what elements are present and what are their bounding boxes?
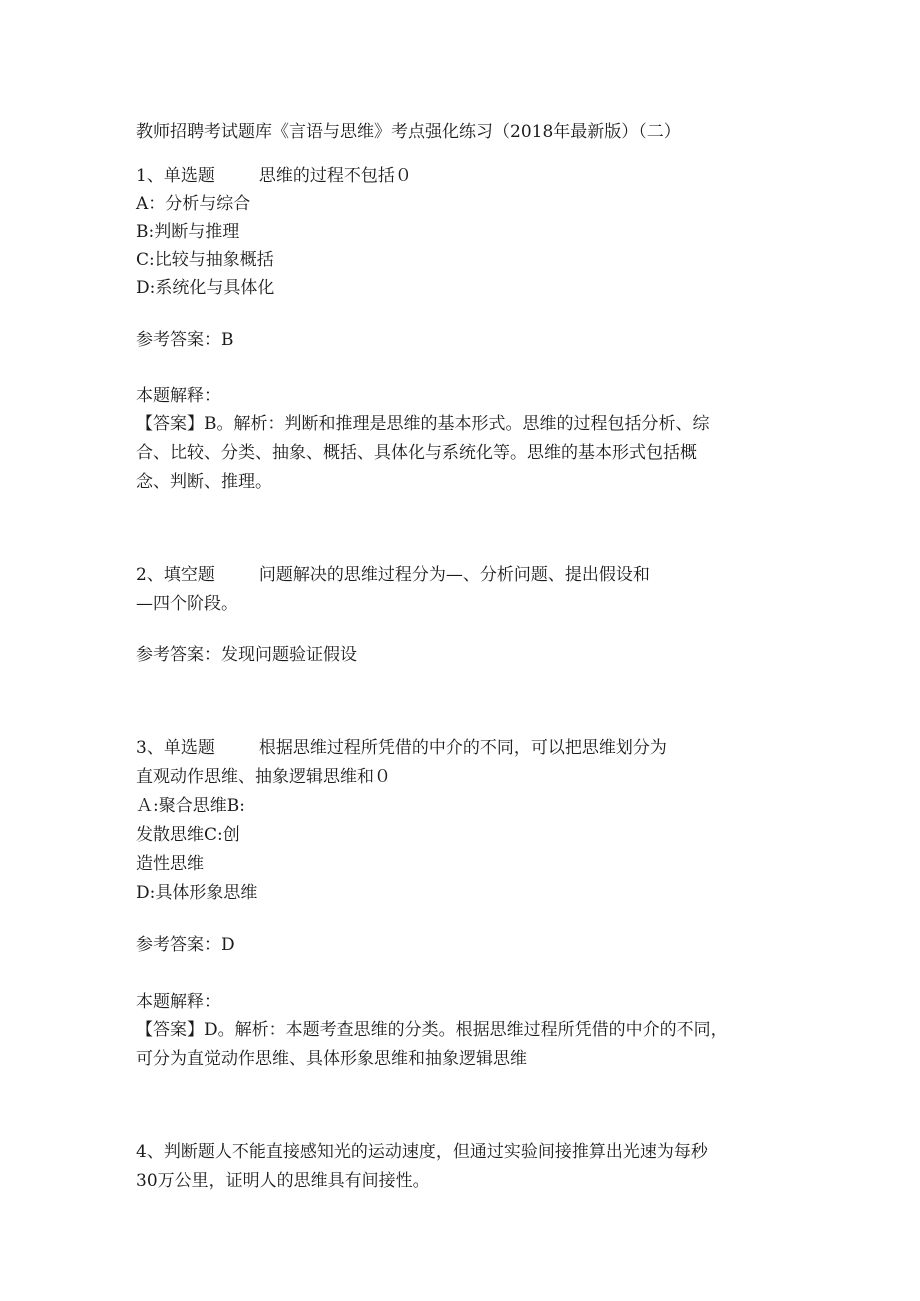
- answer-text: 参考答案：发现问题验证假设: [136, 645, 357, 665]
- explanation-title: 本题解释：: [136, 386, 221, 406]
- question-1-explanation: [136, 382, 786, 497]
- question-2-answer: [136, 641, 786, 669]
- question-stem: 思维的过程不包括０: [258, 166, 412, 186]
- document-title: 教师招聘考试题库《言语与思维》考点强化练习（2018年最新版）（二）: [136, 122, 681, 142]
- option-line: Ａ:聚合思维B:: [136, 796, 245, 816]
- explanation-line: 合、比较、分类、抽象、概括、具体化与系统化等。思维的基本形式包括概: [136, 443, 697, 463]
- question-1-answer: [136, 326, 786, 354]
- question-stem-continued: 直观动作思维、抽象逻辑思维和０: [136, 767, 391, 787]
- explanation-line: 【答案】D。解析：本题考查思维的分类。根据思维过程所凭借的中介的不同，: [136, 1020, 728, 1040]
- question-4: [136, 1138, 786, 1196]
- question-3-explanation: [136, 988, 786, 1074]
- question-3-header: [136, 734, 786, 763]
- question-4-line: 4、判断题人不能直接感知光的运动速度，但通过实验间接推算出光速为每秒: [136, 1142, 708, 1162]
- option-line: 造性思维: [136, 854, 204, 874]
- answer-text: 参考答案：D: [136, 935, 235, 955]
- question-1-header: [136, 162, 786, 190]
- option-line: 发散思维C:创: [136, 825, 240, 845]
- answer-text: 参考答案：B: [136, 330, 234, 350]
- question-stem: 根据思维过程所凭借的中介的不同，可以把思维划分为: [258, 738, 667, 758]
- explanation-title: 本题解释：: [136, 992, 221, 1012]
- question-3-answer: [136, 931, 786, 959]
- question-1: [136, 162, 786, 302]
- option-d: D:系统化与具体化: [136, 278, 275, 298]
- question-type: 3、单选题: [136, 738, 215, 758]
- option-line: D:具体形象思维: [136, 883, 258, 903]
- question-2-header: [136, 561, 786, 590]
- option-c: C:比较与抽象概括: [136, 250, 274, 270]
- option-a: A：分析与综合: [136, 194, 251, 214]
- explanation-line: 可分为直觉动作思维、具体形象思维和抽象逻辑思维: [136, 1049, 527, 1069]
- question-type: 2、填空题: [136, 565, 215, 585]
- explanation-line: 念、判断、推理。: [136, 472, 272, 492]
- question-2: [136, 561, 786, 619]
- explanation-line: 【答案】B。解析：判断和推理是思维的基本形式。思维的过程包括分析、综: [136, 414, 710, 434]
- question-stem-continued: —四个阶段。: [136, 594, 238, 614]
- question-3: [136, 734, 786, 908]
- question-stem: 问题解决的思维过程分为—、分析问题、提出假设和: [258, 565, 650, 585]
- option-b: B:判断与推理: [136, 222, 240, 242]
- question-type: 1、单选题: [136, 166, 215, 186]
- question-4-line: 30万公里，证明人的思维具有间接性。: [136, 1171, 430, 1191]
